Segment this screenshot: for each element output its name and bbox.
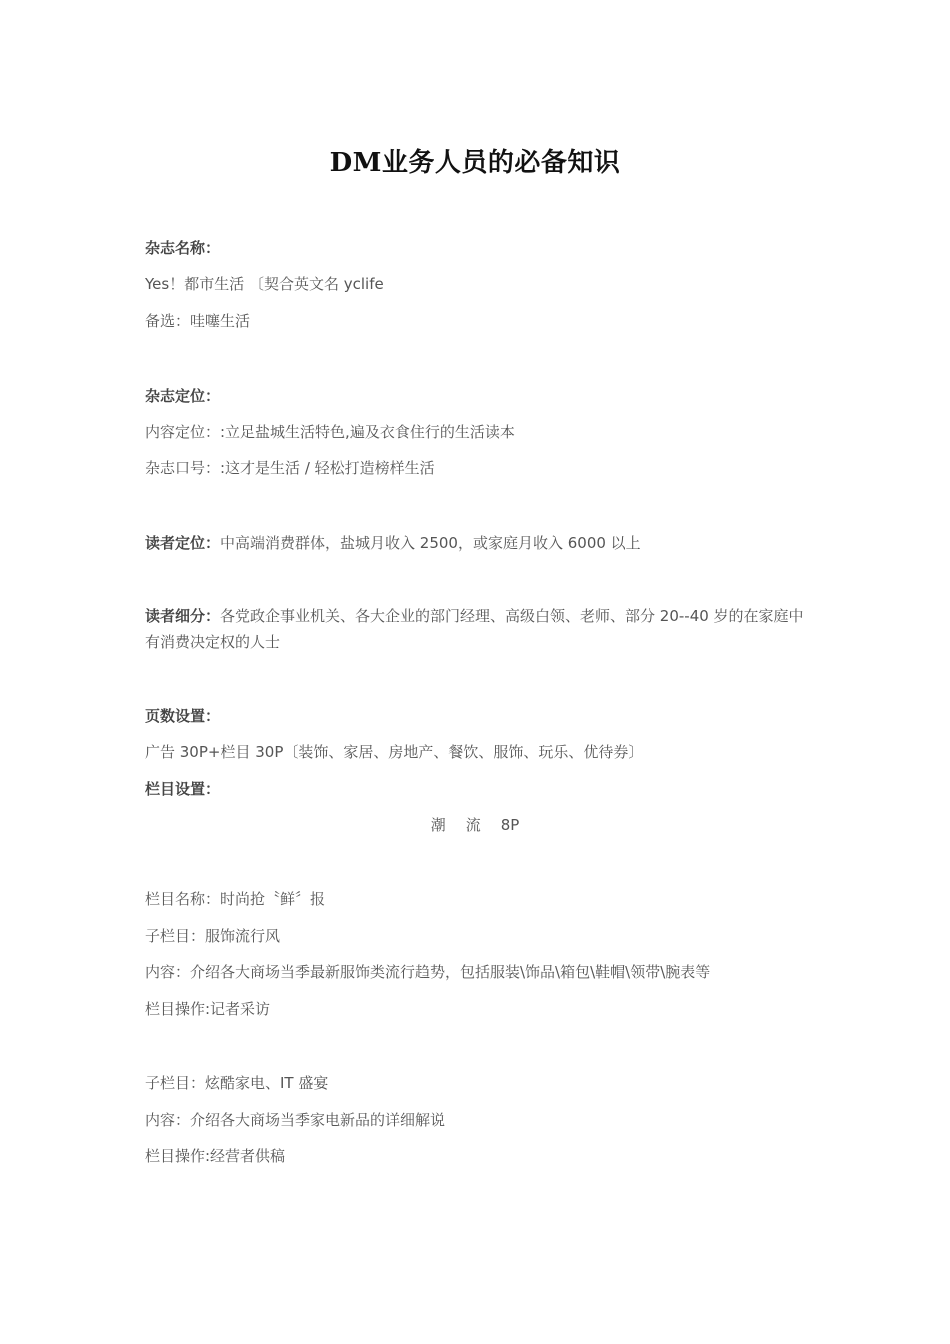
page-setup-heading: 页数设置： [145,707,221,725]
section-title-pages: 8P [500,816,520,834]
page-setup-text: 广告 30P+栏目 30P〔装饰、家居、房地产、餐饮、服饰、玩乐、优待券〕 [145,743,644,761]
magazine-name: Yes！都市生活 〔契合英文名 yclife [145,275,384,293]
content-positioning: 内容定位：:立足盐城生活特色,遍及衣食住行的生活读本 [145,423,515,441]
sub-column-2-operation: 栏目操作:经营者供稿 [145,1147,286,1165]
sub-column-1-operation: 栏目操作:记者采访 [145,1000,271,1018]
sub-column-1-content: 内容：介绍各大商场当季最新服饰类流行趋势，包括服装\饰品\箱包\鞋帽\领带\腕表等 [145,963,711,981]
reader-segment-text: 各党政企事业机关、各大企业的部门经理、高级白领、老师、部分 20--40 岁的在家庭中有消费决定权的人士 [145,607,804,651]
magazine-name-heading: 杂志名称： [145,239,221,257]
section-title-part2: 流 [465,816,481,834]
column-setup-heading: 栏目设置： [145,780,221,798]
reader-positioning-label: 读者定位： [145,534,221,552]
column-name: 栏目名称：时尚抢〝鲜〞报 [145,890,326,908]
positioning-heading: 杂志定位： [145,387,221,405]
magazine-slogan: 杂志口号：:这才是生活 / 轻松打造榜样生活 [145,459,435,477]
reader-positioning [145,530,805,556]
section-title-part1: 潮 [430,816,446,834]
reader-segment [145,603,805,655]
alternative-name: 备选：哇噻生活 [145,312,251,330]
sub-column-1-name: 子栏目：服饰流行风 [145,927,281,945]
section-title [0,812,950,838]
reader-segment-label: 读者细分： [145,607,221,625]
sub-column-2-content: 内容：介绍各大商场当季家电新品的详细解说 [145,1111,446,1129]
reader-positioning-text: 中高端消费群体，盐城月收入 2500，或家庭月收入 6000 以上 [220,534,641,552]
sub-column-2-name: 子栏目：炫酷家电、IT 盛宴 [145,1074,329,1092]
document-title: DM业务人员的必备知识 [329,148,621,178]
